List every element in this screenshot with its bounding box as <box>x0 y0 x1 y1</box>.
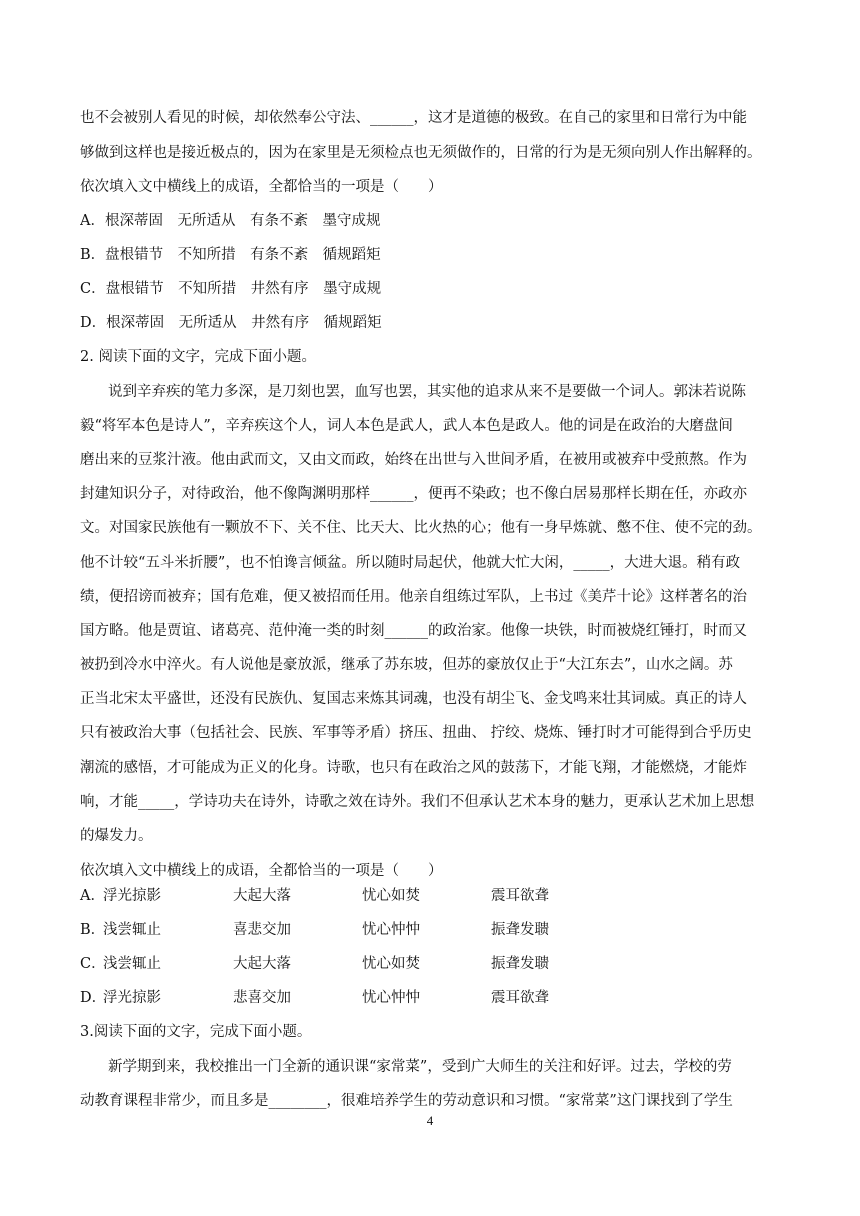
paragraph-line: 新学期到来，我校推出一门全新的通识课“家常菜”，受到广大师生的关注和好评。过去，学校的劳 <box>108 1059 732 1075</box>
option-choice: 震耳欲聋 <box>491 990 549 1006</box>
option-letter: A． <box>80 888 105 904</box>
paragraph-line: 的爆发力。 <box>80 828 153 844</box>
option-choice: 浮光掠影 <box>103 990 161 1006</box>
option-choice: 喜悲交加 <box>233 922 291 938</box>
paragraph-line: 他不计较“五斗米折腰”，也不怕谗言倾盆。所以随时局起伏，他就大忙大闲，_____，大进大退。稍有政 <box>80 555 741 571</box>
question-prompt: 依次填入文中横线上的成语，全都恰当的一项是（ ） <box>80 863 443 879</box>
option-a: A．根深蒂固 无所适从 有条不紊 墨守成规 <box>80 213 381 229</box>
option-choice: 悲喜交加 <box>233 990 291 1006</box>
option-choice: 浅尝辄止 <box>103 922 161 938</box>
paragraph-line: 说到辛弃疾的笔力多深，是刀刻也罢，血写也罢，其实他的追求从来不是要做一个词人。郭沫若说陈 <box>108 384 746 400</box>
option-d: D．根深蒂固 无所适从 井然有序 循规蹈矩 <box>80 315 382 331</box>
option-letter: B． <box>80 922 106 938</box>
page-number: 4 <box>426 1113 434 1128</box>
paragraph-line: 封建知识分子，对待政治，他不像陶渊明那样______，便再不染政；也不像白居易那样长期在任，亦政亦 <box>80 486 747 502</box>
paragraph-line: 绩，便招谤而被弃；国有危难，便又被招而任用。他亲自组练过军队，上书过《美芹十论》这样著名的治 <box>80 589 747 605</box>
option-choice: 浅尝辄止 <box>103 956 161 972</box>
option-choice: 震耳欲聋 <box>491 888 549 904</box>
section-heading: 2. 阅读下面的文字，完成下面小题。 <box>80 349 316 365</box>
paragraph-line: 潮流的感悟，才可能成为正义的化身。诗歌，也只有在政治之风的鼓荡下，才能飞翔，才能燃烧，才能炸 <box>80 760 747 776</box>
paragraph-line: 也不会被别人看见的时候，却依然奉公守法、______，这才是道德的极致。在自己的家里和日常行为中能 <box>80 110 747 126</box>
paragraph-line: 够做到这样也是接近极点的，因为在家里是无须检点也无须做作的，日常的行为是无须向别人作出解释的。 <box>80 145 762 161</box>
paragraph-line: 响，才能_____，学诗功夫在诗外，诗歌之效在诗外。我们不但承认艺术本身的魅力，更承认艺术加上思想 <box>80 794 755 810</box>
option-letter: D． <box>80 990 107 1006</box>
option-b: B．盘根错节 不知所措 有条不紊 循规蹈矩 <box>80 247 381 263</box>
section-heading: 3.阅读下面的文字，完成下面小题。 <box>80 1024 312 1040</box>
option-choice: 忧心忡忡 <box>362 922 420 938</box>
option-letter: C． <box>80 956 106 972</box>
paragraph-line: 只有被政治大事（包括社会、民族、军事等矛盾）挤压、扭曲、 拧绞、烧炼、锤打时才可能得到合乎历史 <box>80 725 752 741</box>
paragraph-line: 磨出来的豆浆汁液。他由武而文，又由文而政，始终在出世与入世间矛盾，在被用或被弃中受煎熬。作为 <box>80 452 747 468</box>
paragraph-line: 国方略。他是贾谊、诸葛亮、范仲淹一类的时刻______的政治家。他像一块铁，时而被烧红锤打，时而又 <box>80 623 747 639</box>
option-choice: 大起大落 <box>233 888 291 904</box>
option-choice: 忧心如焚 <box>362 888 420 904</box>
option-c: C．盘根错节 不知所措 井然有序 墨守成规 <box>80 281 382 297</box>
paragraph-line: 动教育课程非常少，而且多是________，很难培养学生的劳动意识和习惯。“家常菜”这门课找到了学生 <box>80 1093 733 1109</box>
paragraph-line: 文。对国家民族他有一颗放不下、关不住、比天大、比火热的心；他有一身早炼就、憋不住、使不完的劲。 <box>80 520 762 536</box>
option-choice: 大起大落 <box>233 956 291 972</box>
option-choice: 振聋发聩 <box>491 922 549 938</box>
paragraph-line: 正当北宋太平盛世，还没有民族仇、复国志来炼其词魂，也没有胡尘飞、金戈鸣来壮其词威。真正的诗人 <box>80 691 747 707</box>
option-choice: 忧心忡忡 <box>362 990 420 1006</box>
question-prompt: 依次填入文中横线上的成语，全都恰当的一项是（ ） <box>80 179 443 195</box>
paragraph-line: 被扔到冷水中淬火。有人说他是豪放派，继承了苏东坡，但苏的豪放仅止于“大江东去”，山水之阔。苏 <box>80 657 733 673</box>
option-choice: 浮光掠影 <box>103 888 161 904</box>
option-choice: 振聋发聩 <box>491 956 549 972</box>
paragraph-line: 毅“将军本色是诗人”，辛弃疾这个人，词人本色是武人，武人本色是政人。他的词是在政治的大磨盘间 <box>80 418 733 434</box>
option-choice: 忧心如焚 <box>362 956 420 972</box>
